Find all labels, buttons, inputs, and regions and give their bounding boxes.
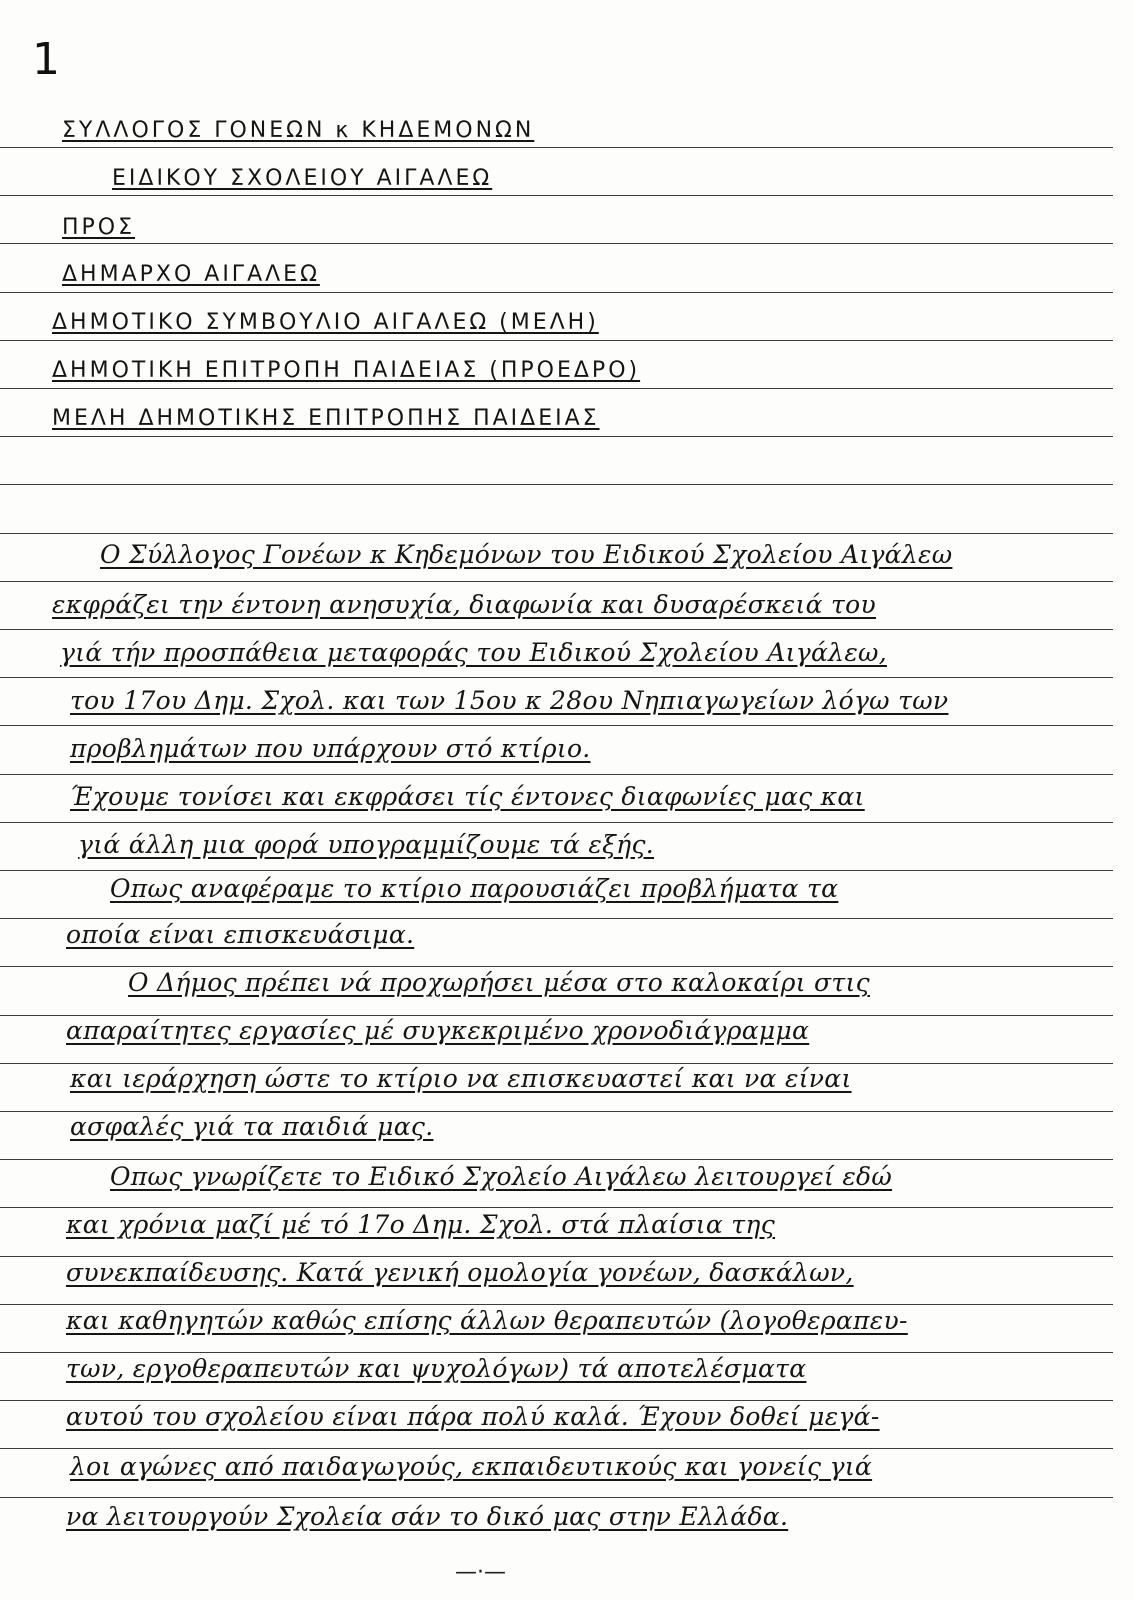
ruled-line <box>0 436 1113 437</box>
ruled-line <box>0 1448 1113 1449</box>
ruled-line <box>0 870 1113 871</box>
ruled-line <box>0 1304 1113 1305</box>
body-line: λοι αγώνες από παιδαγωγούς, εκπαιδευτικούς και γονείς γιά <box>70 1452 873 1481</box>
recipient-line: ΔΗΜΑΡΧΟ ΑΙΓΑΛΕΩ <box>62 262 320 287</box>
ruled-line <box>0 918 1113 919</box>
ruled-line <box>0 388 1113 389</box>
ruled-line <box>0 292 1113 293</box>
body-line: Ο Δήμος πρέπει νά προχωρήσει μέσα στο καλοκαίρι στις <box>128 968 870 997</box>
ruled-line <box>0 822 1113 823</box>
body-line: γιά τήν προσπάθεια μεταφοράς του Ειδικού Σχολείου Αιγάλεω, <box>60 638 887 667</box>
page-number: 1 <box>32 34 60 85</box>
ruled-line <box>0 629 1113 630</box>
body-line: και ιεράρχηση ώστε το κτίριο να επισκευαστεί και να είναι <box>70 1064 852 1093</box>
body-line: οποία είναι επισκευάσιμα. <box>66 920 415 949</box>
ruled-line <box>0 147 1113 148</box>
ruled-line <box>0 725 1113 726</box>
ruled-line <box>0 1497 1113 1498</box>
school-name: ΕΙΔΙΚΟΥ ΣΧΟΛΕΙΟΥ ΑΙΓΑΛΕΩ <box>112 166 493 191</box>
body-line: Έχουμε τονίσει και εκφράσει τίς έντονες διαφωνίες μας και <box>70 782 865 811</box>
ruled-line <box>0 581 1113 582</box>
body-line: Οπως αναφέραμε το κτίριο παρουσιάζει προβλήματα τα <box>110 874 839 903</box>
body-line: Ο Σύλλογος Γονέων κ Κηδεμόνων του Ειδικού Σχολείου Αιγάλεω <box>100 540 953 569</box>
body-line: και χρόνια μαζί μέ τό 17ο Δημ. Σχολ. στά πλαίσια της <box>66 1210 776 1239</box>
body-line: απαραίτητες εργασίες μέ συγκεκριμένο χρονοδιάγραμμα <box>66 1016 810 1045</box>
body-line: των, εργοθεραπευτών και ψυχολόγων) τά αποτελέσματα <box>66 1354 807 1383</box>
ruled-line <box>0 1256 1113 1257</box>
body-line: αυτού του σχολείου είναι πάρα πολύ καλά. Έχουν δοθεί μεγά- <box>66 1402 880 1431</box>
recipient-line: ΔΗΜΟΤΙΚΟ ΣΥΜΒΟΥΛΙΟ ΑΙΓΑΛΕΩ (ΜΕΛΗ) <box>52 310 599 335</box>
ruled-line <box>0 1352 1113 1353</box>
ruled-line <box>0 195 1113 196</box>
body-line: συνεκπαίδευσης. Κατά γενική ομολογία γονέων, δασκάλων, <box>66 1258 854 1287</box>
ruled-line <box>0 243 1113 244</box>
ruled-line <box>0 677 1113 678</box>
ruled-line <box>0 1207 1113 1208</box>
recipients-label: ΠΡΟΣ <box>62 215 136 240</box>
body-line: να λειτουργούν Σχολεία σάν το δικό μας στην Ελλάδα. <box>66 1502 789 1531</box>
body-line: προβλημάτων που υπάρχουν στό κτίριο. <box>70 734 591 763</box>
body-line: του 17ου Δημ. Σχολ. και των 15ου κ 28ου Νηπιαγωγείων λόγω των <box>70 686 949 715</box>
ruled-line <box>0 1400 1113 1401</box>
recipient-line: ΜΕΛΗ ΔΗΜΟΤΙΚΗΣ ΕΠΙΤΡΟΠΗΣ ΠΑΙΔΕΙΑΣ <box>52 406 600 431</box>
ruled-line <box>0 774 1113 775</box>
body-line: Οπως γνωρίζετε το Ειδικό Σχολείο Αιγάλεω λειτουργεί εδώ <box>110 1162 893 1191</box>
body-line: και καθηγητών καθώς επίσης άλλων θεραπευτών (λογοθεραπευ- <box>66 1306 908 1335</box>
association-name: ΣΥΛΛΟΓΟΣ ΓΟΝΕΩΝ κ ΚΗΔΕΜΟΝΩΝ <box>62 118 535 143</box>
ruled-line <box>0 1159 1113 1160</box>
ruled-line <box>0 484 1113 485</box>
footer-mark: —·— <box>455 1560 506 1585</box>
body-line: γιά άλλη μια φορά υπογραμμίζουμε τά εξής. <box>78 830 655 859</box>
ruled-line <box>0 966 1113 967</box>
body-line: εκφράζει την έντονη ανησυχία, διαφωνία και δυσαρέσκειά του <box>52 590 877 619</box>
ruled-line <box>0 533 1113 534</box>
recipient-line: ΔΗΜΟΤΙΚΗ ΕΠΙΤΡΟΠΗ ΠΑΙΔΕΙΑΣ (ΠΡΟΕΔΡΟ) <box>52 358 641 383</box>
body-line: ασφαλές γιά τα παιδιά μας. <box>70 1112 434 1141</box>
ruled-line <box>0 340 1113 341</box>
